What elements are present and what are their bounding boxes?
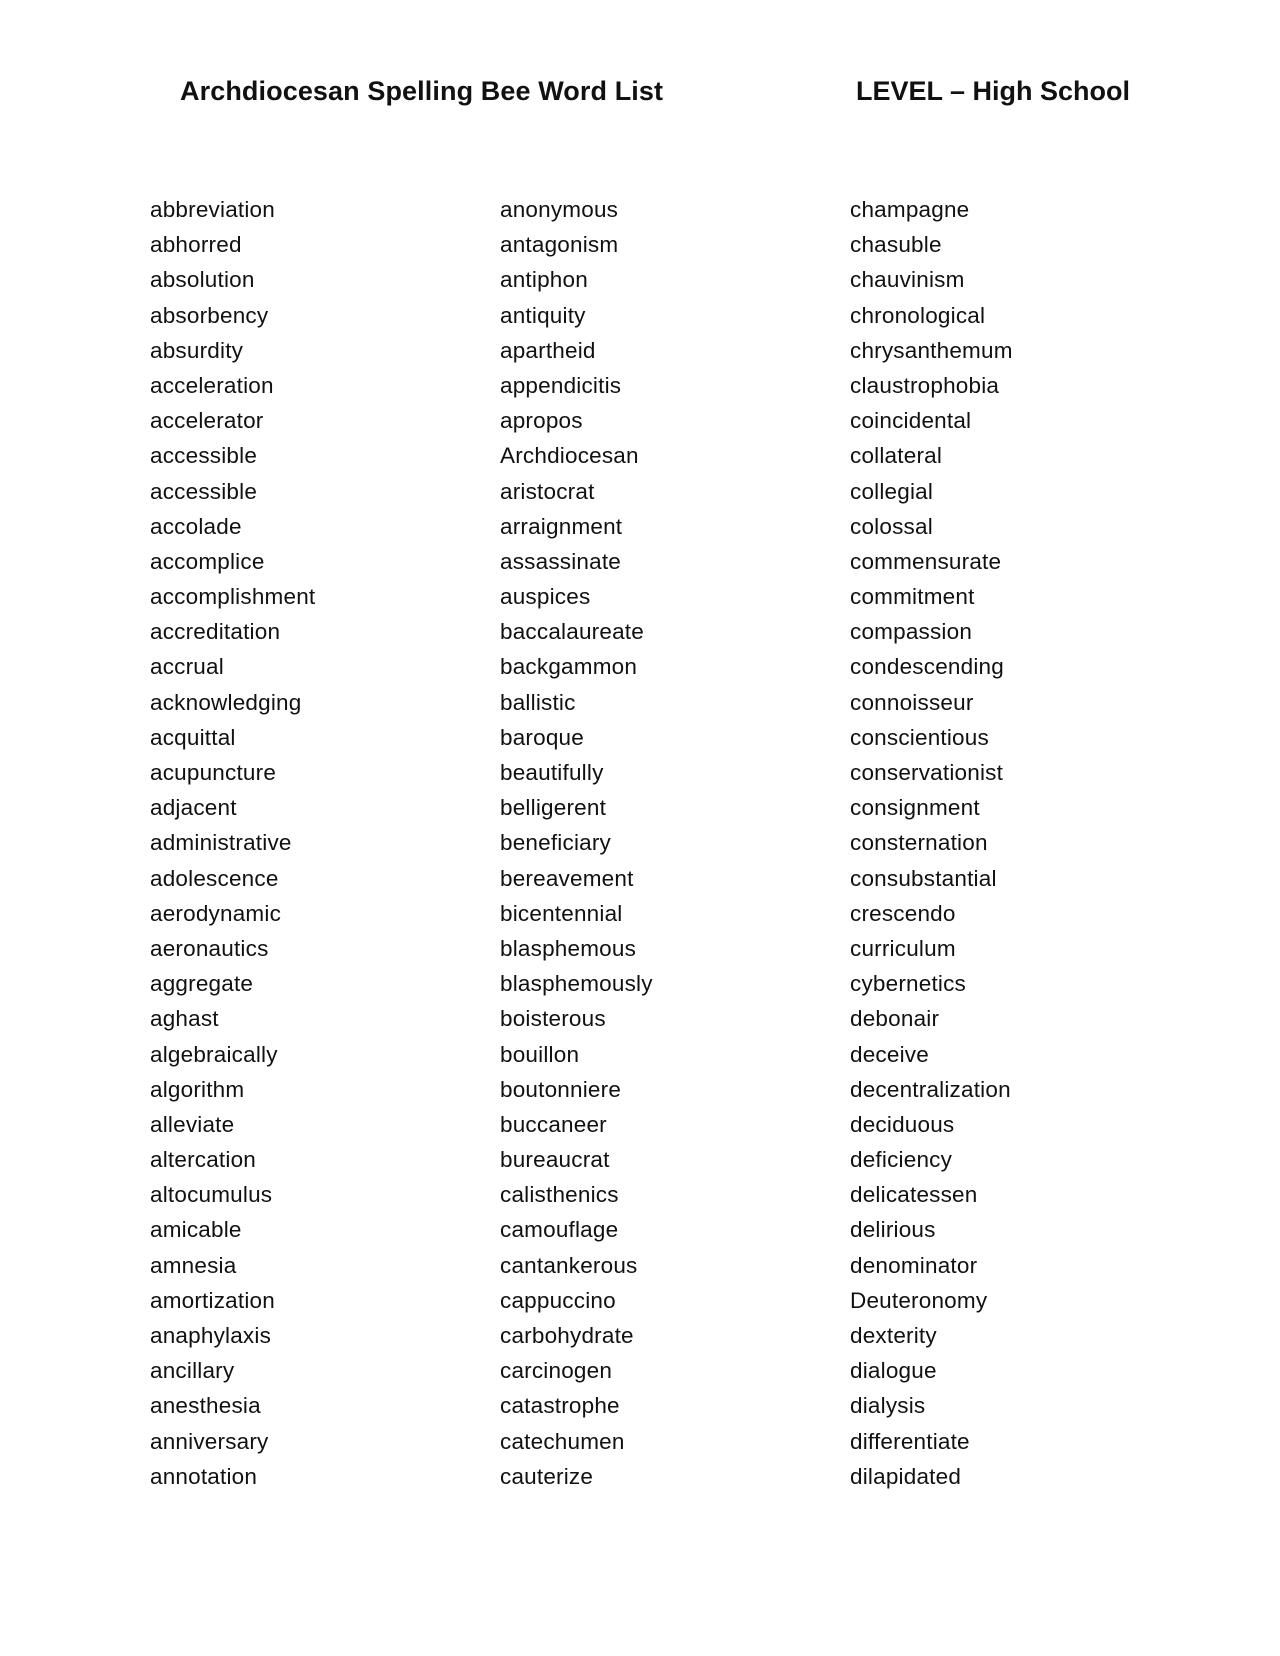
word-item: delicatessen — [850, 1182, 978, 1208]
word-item: bereavement — [500, 865, 634, 891]
word-item: beneficiary — [500, 830, 612, 856]
word-item: collegial — [850, 478, 934, 504]
word-item: boutonniere — [500, 1076, 622, 1102]
word-item: arraignment — [500, 513, 623, 539]
word-column-1 — [150, 192, 315, 1494]
word-item: accessible — [150, 478, 258, 504]
word-item: annotation — [150, 1463, 258, 1489]
word-item: aeronautics — [150, 935, 269, 961]
word-item: baccalaureate — [500, 619, 644, 645]
word-item: catastrophe — [500, 1393, 620, 1419]
word-item: aristocrat — [500, 478, 595, 504]
word-item: denominator — [850, 1252, 978, 1278]
word-item: amnesia — [150, 1252, 237, 1278]
word-item: connoisseur — [850, 689, 974, 715]
word-item: bureaucrat — [500, 1147, 610, 1173]
word-item: accelerator — [150, 408, 264, 434]
word-item: algebraically — [150, 1041, 278, 1067]
word-item: alleviate — [150, 1111, 235, 1137]
word-item: administrative — [150, 830, 292, 856]
word-item: compassion — [850, 619, 973, 645]
word-item: debonair — [850, 1006, 940, 1032]
word-item: dilapidated — [850, 1463, 962, 1489]
word-item: cauterize — [500, 1463, 594, 1489]
word-item: aerodynamic — [150, 900, 282, 926]
word-item: anniversary — [150, 1428, 269, 1454]
word-item: bouillon — [500, 1041, 580, 1067]
word-item: chauvinism — [850, 267, 965, 293]
word-item: altocumulus — [150, 1182, 273, 1208]
word-item: accomplice — [150, 548, 265, 574]
page-title: Archdiocesan Spelling Bee Word List — [180, 76, 664, 106]
page-header — [0, 70, 1280, 120]
word-item: antagonism — [500, 232, 619, 258]
word-item: baroque — [500, 724, 584, 750]
word-item: apartheid — [500, 337, 596, 363]
word-item: champagne — [850, 197, 970, 222]
word-item: absolution — [150, 267, 255, 293]
word-item: catechumen — [500, 1428, 625, 1454]
word-item: acupuncture — [150, 760, 277, 785]
word-item: calisthenics — [500, 1182, 619, 1208]
word-item: apropos — [500, 408, 583, 434]
word-item: deciduous — [850, 1111, 955, 1137]
word-item: acceleration — [150, 372, 274, 398]
word-item: boisterous — [500, 1006, 606, 1032]
word-item: adjacent — [150, 795, 237, 821]
word-item: acquittal — [150, 724, 236, 750]
word-column-2 — [500, 192, 653, 1494]
word-item: accreditation — [150, 619, 281, 645]
word-item: cybernetics — [850, 971, 966, 997]
word-item: adolescence — [150, 865, 279, 891]
word-item: accomplishment — [150, 584, 316, 610]
word-item: buccaneer — [500, 1111, 607, 1137]
word-item: auspices — [500, 584, 591, 610]
word-item: consubstantial — [850, 865, 997, 891]
word-item: appendicitis — [500, 372, 622, 398]
word-item: blasphemous — [500, 935, 637, 961]
word-item: anesthesia — [150, 1393, 261, 1419]
level-label: LEVEL – High School — [856, 76, 1131, 106]
word-item: dialogue — [850, 1358, 937, 1384]
word-item: curriculum — [850, 935, 956, 961]
word-item: aghast — [150, 1006, 219, 1032]
word-item: abbreviation — [150, 197, 275, 222]
word-item: ballistic — [500, 689, 576, 715]
word-list — [0, 192, 1280, 1492]
word-item: Deuteronomy — [850, 1287, 988, 1313]
word-item: ancillary — [150, 1358, 235, 1384]
word-item: carcinogen — [500, 1358, 613, 1384]
word-item: delirious — [850, 1217, 936, 1243]
word-item: amortization — [150, 1287, 275, 1313]
word-item: antiquity — [500, 302, 586, 328]
word-item: blasphemously — [500, 971, 653, 997]
word-item: dialysis — [850, 1393, 926, 1419]
word-item: altercation — [150, 1147, 257, 1173]
word-item: abhorred — [150, 232, 242, 258]
word-item: conservationist — [850, 760, 1004, 785]
word-item: chronological — [850, 302, 986, 328]
word-item: anaphylaxis — [150, 1323, 272, 1348]
word-item: conscientious — [850, 724, 989, 750]
word-item: commensurate — [850, 548, 1002, 574]
word-item: decentralization — [850, 1076, 1011, 1102]
word-item: accrual — [150, 654, 224, 680]
word-item: colossal — [850, 513, 933, 539]
word-item: absurdity — [150, 337, 244, 363]
word-item: deficiency — [850, 1147, 953, 1173]
word-item: cantankerous — [500, 1252, 638, 1278]
word-item: amicable — [150, 1217, 242, 1243]
word-item: absorbency — [150, 302, 269, 328]
word-item: beautifully — [500, 760, 604, 785]
word-item: camouflage — [500, 1217, 619, 1243]
word-item: claustrophobia — [850, 372, 1000, 398]
word-item: consternation — [850, 830, 988, 856]
word-item: commitment — [850, 584, 975, 610]
word-item: dexterity — [850, 1323, 937, 1348]
word-item: carbohydrate — [500, 1323, 634, 1348]
word-item: chasuble — [850, 232, 942, 258]
word-item: Archdiocesan — [500, 443, 639, 469]
word-item: backgammon — [500, 654, 638, 680]
word-item: crescendo — [850, 900, 956, 926]
word-item: anonymous — [500, 197, 619, 222]
word-item: belligerent — [500, 795, 607, 821]
word-item: coincidental — [850, 408, 972, 434]
word-item: chrysanthemum — [850, 337, 1013, 363]
word-item: bicentennial — [500, 900, 623, 926]
word-column-3 — [850, 192, 1013, 1494]
word-item: condescending — [850, 654, 1004, 680]
word-item: assassinate — [500, 548, 622, 574]
word-item: cappuccino — [500, 1287, 616, 1313]
word-item: antiphon — [500, 267, 588, 293]
word-item: consignment — [850, 795, 980, 821]
word-item: deceive — [850, 1041, 929, 1067]
word-item: differentiate — [850, 1428, 970, 1454]
word-item: accolade — [150, 513, 242, 539]
word-item: algorithm — [150, 1076, 245, 1102]
word-item: acknowledging — [150, 689, 302, 715]
word-item: accessible — [150, 443, 258, 469]
word-item: collateral — [850, 443, 943, 469]
word-item: aggregate — [150, 971, 254, 997]
